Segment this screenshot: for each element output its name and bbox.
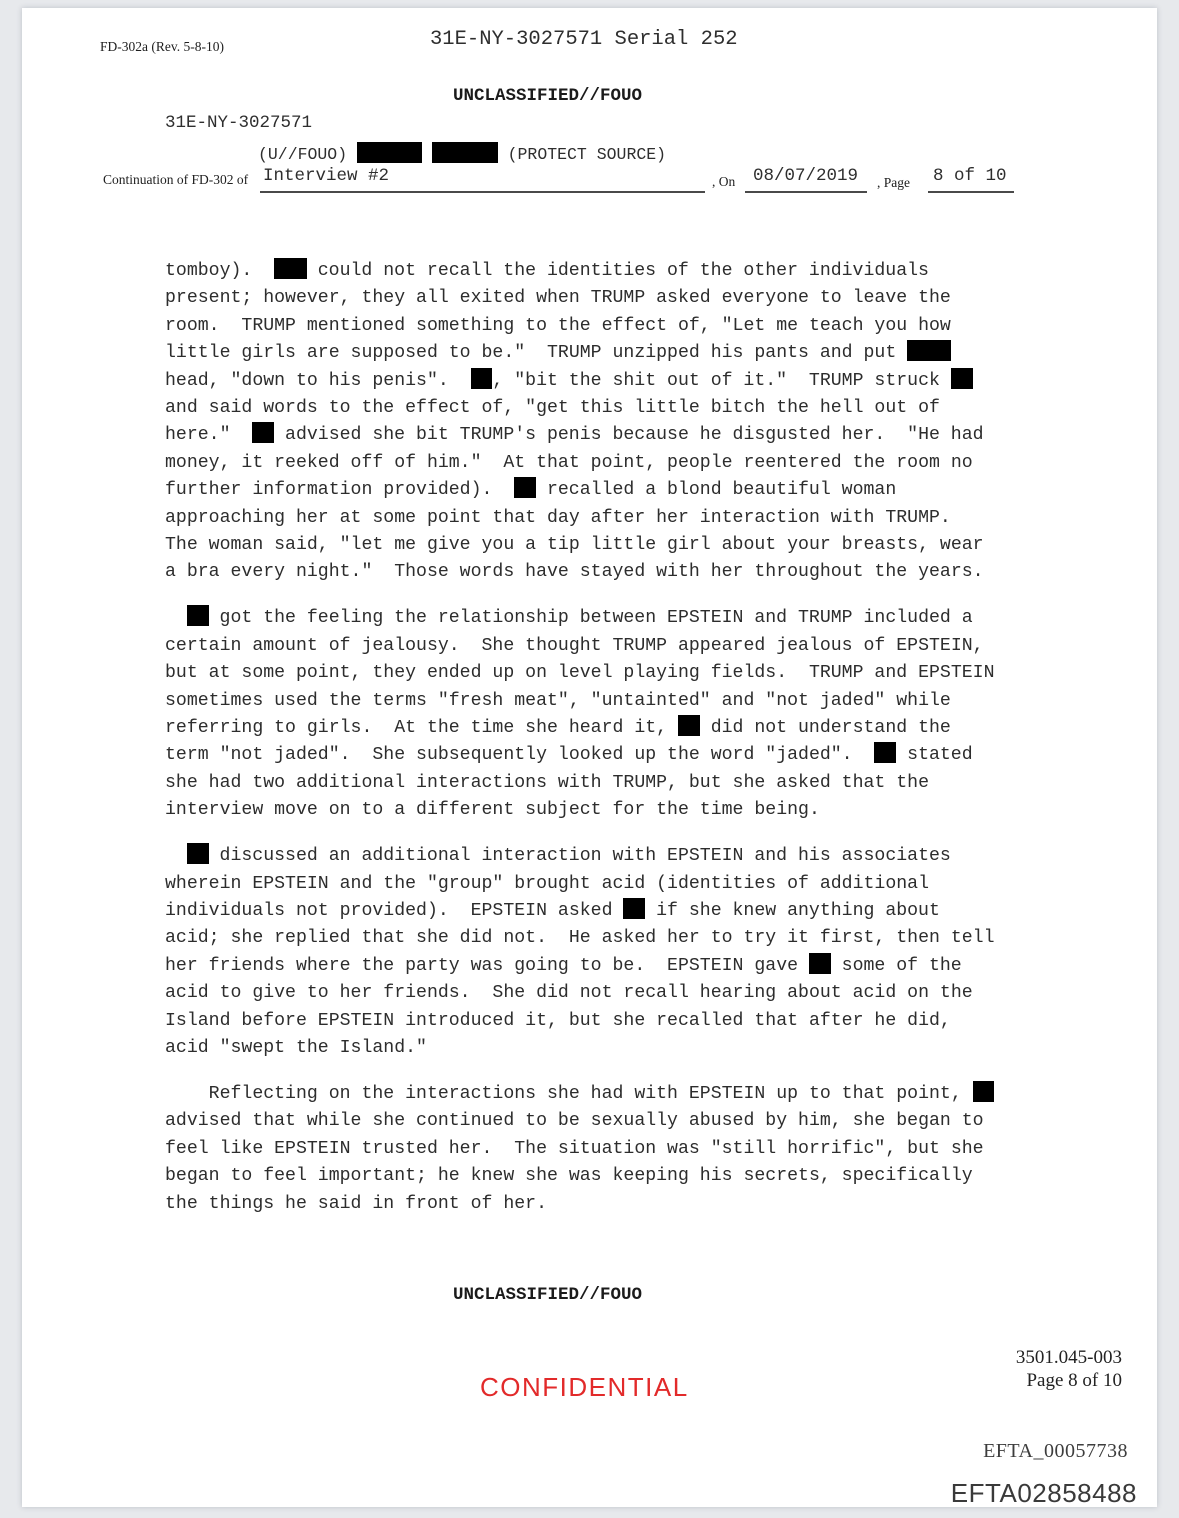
continuation-value: Interview #2 [263, 166, 390, 186]
redaction-box [973, 1081, 995, 1102]
redaction-box [187, 605, 209, 626]
on-label: , On [712, 174, 736, 189]
redaction-box [678, 715, 700, 736]
paragraph-1: tomboy). could not recall the identities of the other individuals present; however, they all exited when TRUMP asked everyone to leave the room. TRUMP mentioned something to the effect of, "Let me teach you how little girls are supposed to be." TRUMP unzipped his pants and put head, "down to his penis". , "bit the shit out of it." TRUMP struck and said words to the effect of, "get this little bitch the hell out of here." advised she bit TRUMP's penis because he disgusted her. "He had money, it reeked off of him." At that point, people reentered the room no further information provided). recalled a blond beautiful woman approaching her at some point that day after her interaction with TRUMP. The woman said, "let me give you a tip little girl about your breasts, wear a bra every night." Those words have stayed with her throughout the years. [165, 258, 1033, 587]
confidential-stamp: CONFIDENTIAL [480, 1372, 689, 1402]
redaction-box [432, 142, 497, 163]
document-body [165, 258, 1033, 1236]
efta-bates-sans: EFTA02858488 [950, 1478, 1137, 1508]
redaction-box [907, 340, 951, 361]
page-value: 8 of 10 [933, 166, 1007, 186]
document-page [22, 8, 1157, 1507]
continuation-label: Continuation of FD-302 of [103, 172, 249, 187]
paragraph-2: got the feeling the relationship between EPSTEIN and TRUMP included a certain amount of jealousy. She thought TRUMP appeared jealous of EPSTEIN, but at some point, they ended up on level playing fields. TRUMP and EPSTEIN sometimes used the terms "fresh meat", "untainted" and "not jaded" while referring to girls. At the time she heard it, did not understand the term "not jaded". She subsequently looked up the word "jaded". stated she had two additional interactions with TRUMP, but she asked that the interview move on to a different subject for the time being. [165, 605, 1033, 824]
redaction-box [274, 258, 307, 279]
redaction-box [514, 477, 536, 498]
serial-line: 31E-NY-3027571 Serial 252 [430, 28, 738, 51]
bates-group: 3501.045-003 [1015, 1347, 1122, 1368]
date-value: 08/07/2019 [753, 166, 859, 186]
efta-bates-serif: EFTA_00057738 [983, 1440, 1128, 1462]
redaction-box [874, 742, 896, 763]
redaction-box [252, 422, 274, 443]
continuation-underline [260, 191, 705, 193]
date-underline [745, 191, 867, 193]
case-number: 31E-NY-3027571 [165, 113, 313, 133]
redaction-box [357, 142, 422, 163]
paragraph-4: Reflecting on the interactions she had with EPSTEIN up to that point, advised that while she continued to be sexually abused by him, she began to feel like EPSTEIN trusted her. The situation was "still horrific", but she began to feel important; he knew she was keeping his secrets, specifically the things he said in front of her. [165, 1081, 1033, 1218]
paragraph-3: discussed an additional interaction with EPSTEIN and his associates wherein EPSTEIN and the "group" brought acid (identities of additional individuals not provided). EPSTEIN asked if she knew anything about acid; she replied that she did not. He asked her to try it first, then tell her friends where the party was going to be. EPSTEIN gave some of the acid to give to her friends. She did not recall hearing about acid on the Island before EPSTEIN introduced it, but she recalled that after he did, acid "swept the Island." [165, 843, 1033, 1062]
source-protect-line: (U//FOUO) (PROTECT SOURCE) [258, 142, 666, 164]
redaction-box [623, 898, 645, 919]
bates-block [1016, 1346, 1122, 1392]
form-revision-label: FD-302a (Rev. 5-8-10) [100, 39, 224, 54]
page-underline [928, 191, 1014, 193]
bates-page: Page 8 of 10 [1026, 1370, 1122, 1391]
page-label: , Page [877, 175, 910, 190]
redaction-box [951, 368, 973, 389]
redaction-box [471, 368, 493, 389]
classification-banner-bottom: UNCLASSIFIED//FOUO [453, 1285, 643, 1305]
redaction-box [187, 843, 209, 864]
classification-banner-top: UNCLASSIFIED//FOUO [453, 86, 643, 106]
redaction-box [809, 953, 831, 974]
